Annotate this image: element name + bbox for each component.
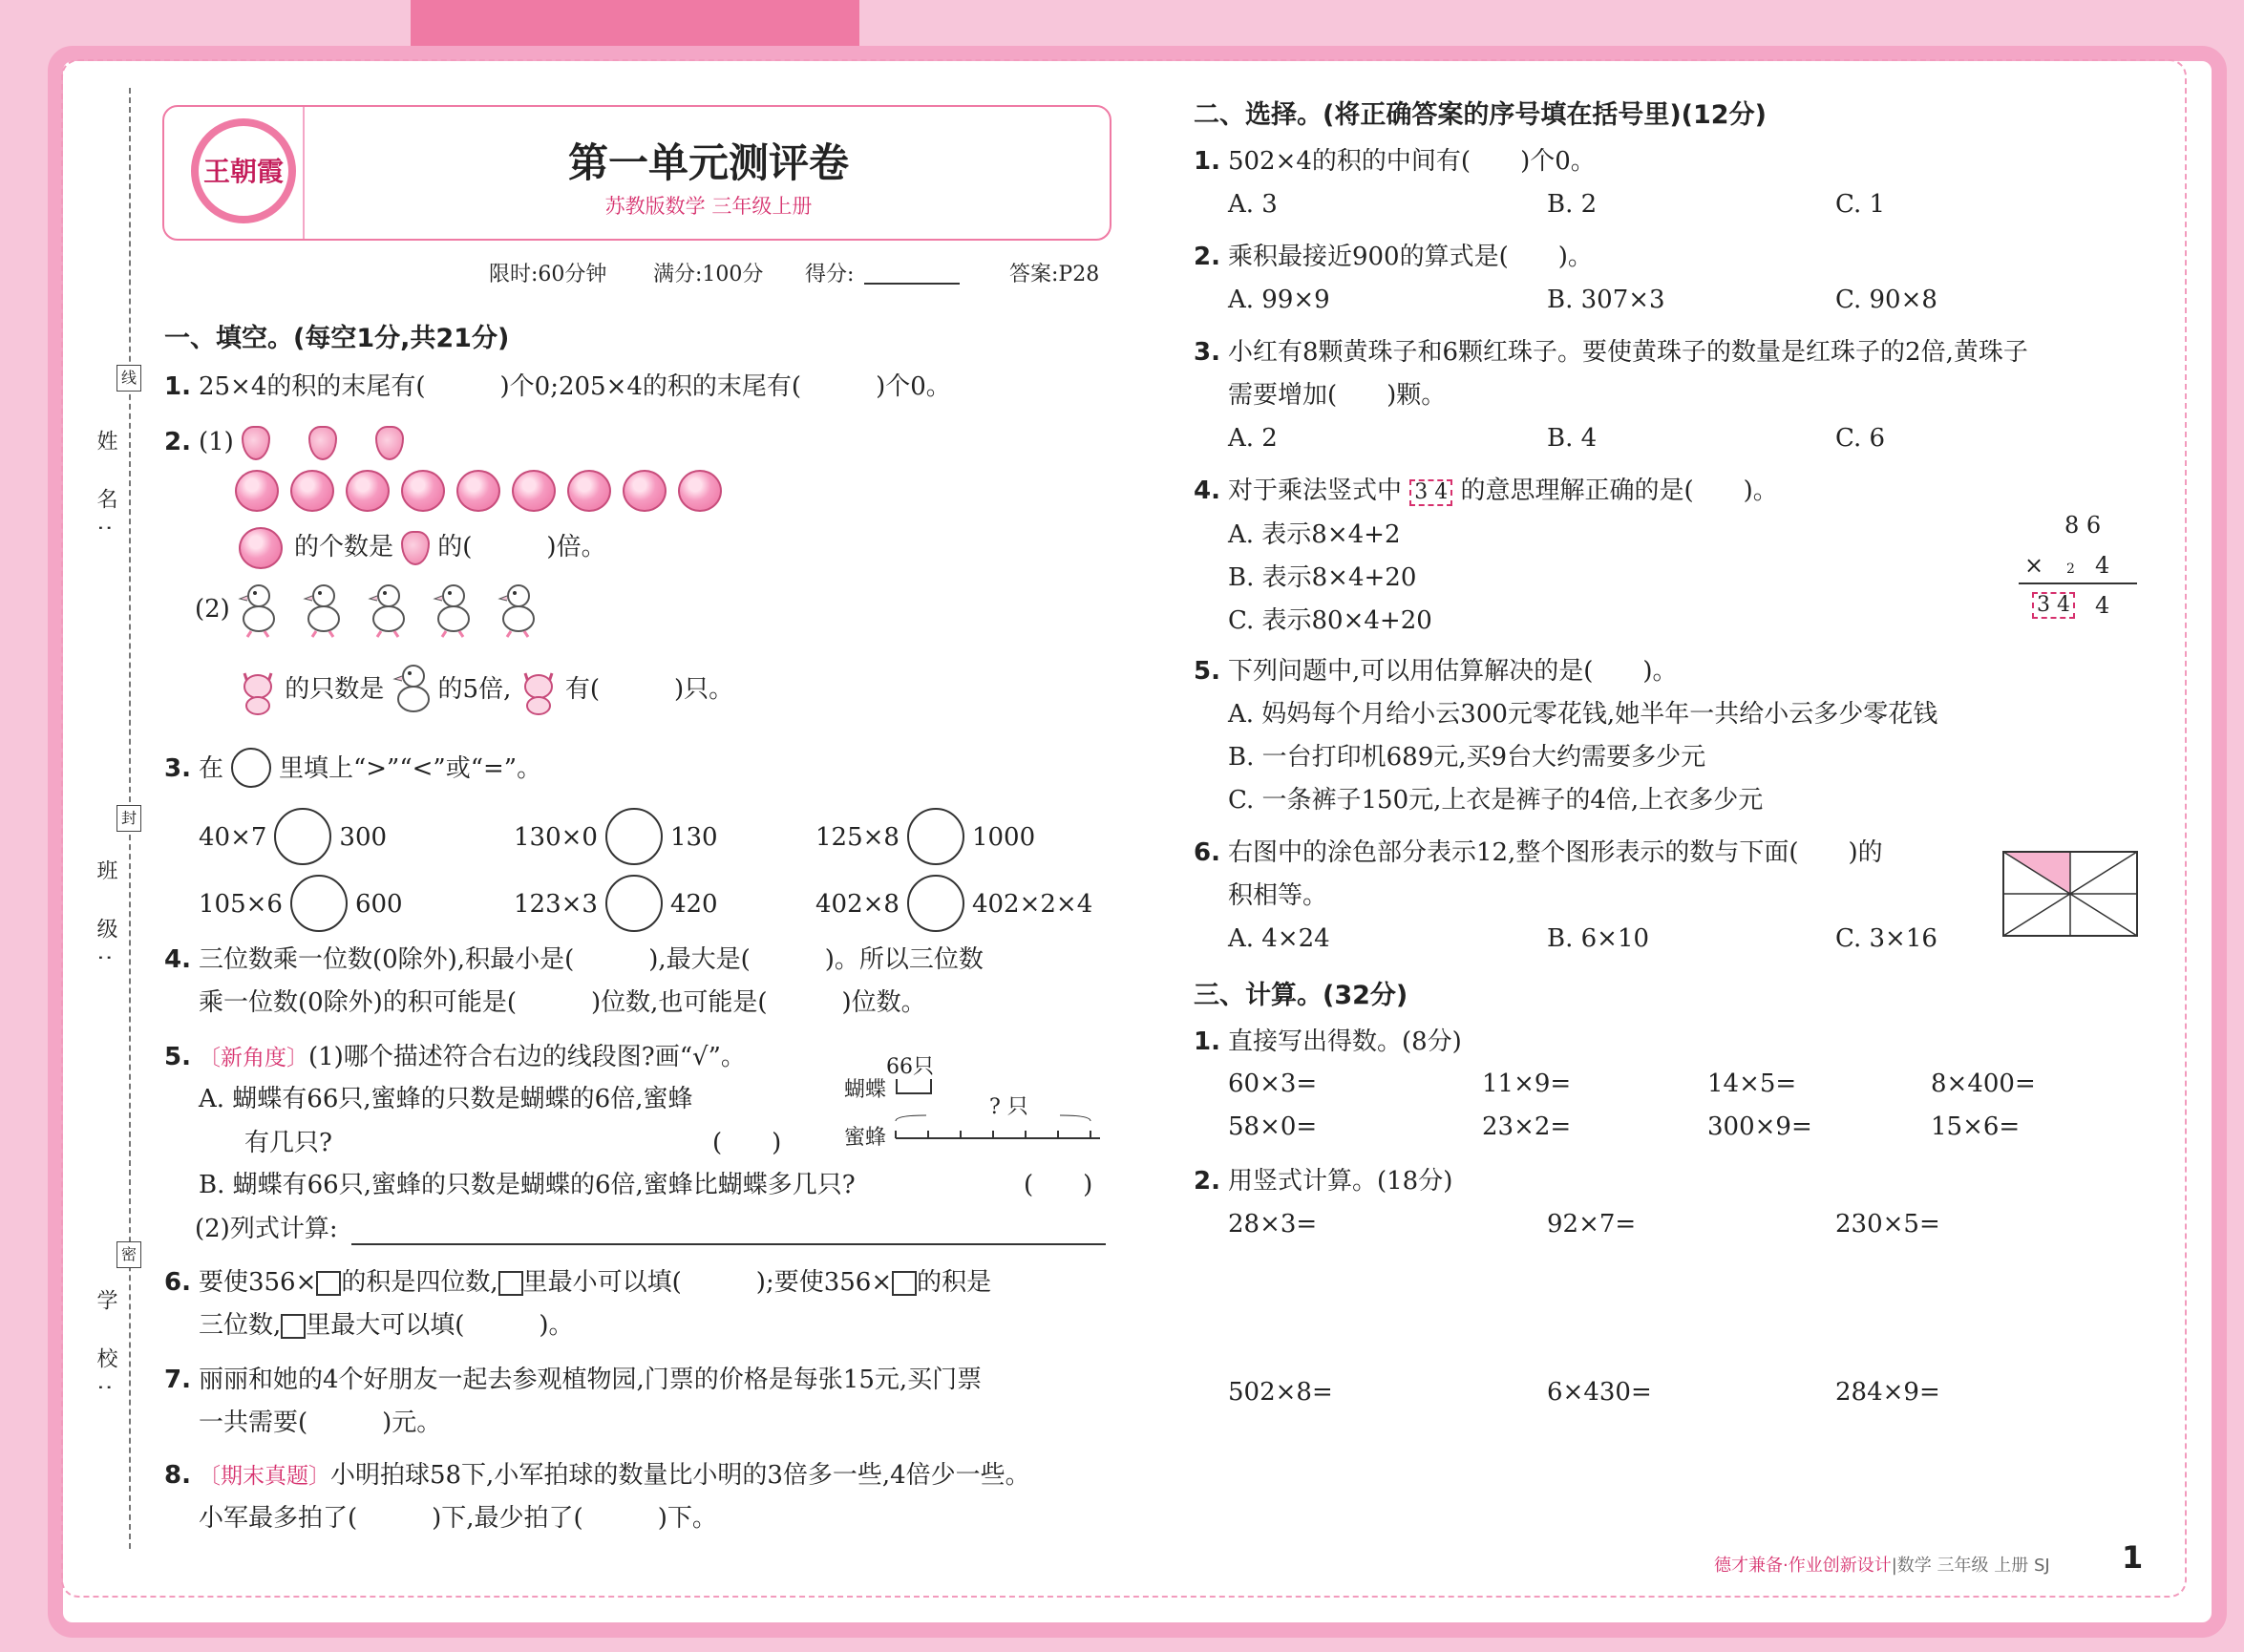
s1-q5-line1: (1)哪个描述符合右边的线段图?画“√”。	[307, 1043, 746, 1071]
header-divider	[303, 107, 305, 239]
section1-title: 一、填空。(每空1分,共21分)	[164, 324, 510, 353]
segment-diagram	[840, 1050, 1108, 1155]
s1-q2-2-ducks	[195, 581, 562, 640]
footer	[1714, 1552, 2050, 1577]
s1-q1: 1. 25×4的积的末尾有( )个0;205×4的积的末尾有( )个0。	[164, 372, 951, 401]
s1-q2-part2: (2)	[195, 595, 230, 624]
square-icon	[892, 1271, 917, 1296]
s1-q5-a-paren[interactable]: ( )	[712, 1129, 782, 1157]
mental-math-item: 23×2=	[1482, 1112, 1572, 1141]
s2-q4-opt-a: A. 表示8×4+2	[1228, 520, 1401, 549]
s1-q5-b: B. 蝴蝶有66只,蜜蜂的只数是蝴蝶的6倍,蜜蜂比蝴蝶多几只?	[199, 1171, 856, 1199]
s2-q6-line2: 积相等。	[1228, 881, 1328, 910]
s2-q4: 4. 对于乘法竖式中 3 4 的意思理解正确的是( )。	[1194, 477, 1778, 505]
s2-q1-text: 502×4的积的中间有( )个0。	[1227, 147, 1596, 176]
apple-icon	[346, 470, 390, 512]
circle-icon	[231, 748, 271, 788]
s1-q2: 2. (1)	[164, 426, 442, 460]
vm-result-box: 3 4	[2032, 592, 2075, 619]
vm-result-tail: 4	[2095, 592, 2110, 619]
s1-q5-a1: A. 蝴蝶有66只,蜜蜂的只数是蝴蝶的6倍,蜜蜂	[199, 1085, 693, 1113]
diagram-top-label: 66只	[886, 1055, 934, 1079]
compare-circle[interactable]	[907, 808, 964, 865]
diagram-bar-bee	[888, 1113, 1108, 1142]
duck-icon	[392, 661, 434, 720]
highlight-box: 3 4	[1409, 479, 1452, 506]
time-limit: 限时:60分钟	[489, 263, 607, 286]
s2-q3-opt-a: A. 2	[1228, 424, 1278, 453]
s2-q5-opt-c: C. 一条裤子150元,上衣是裤子的4倍,上衣多少元	[1228, 786, 1764, 815]
score-field[interactable]	[864, 258, 960, 285]
apple-icon	[239, 527, 283, 569]
mental-math-item: 11×9=	[1482, 1070, 1572, 1098]
s1-q6-text-b: 的积是四位数,	[341, 1268, 498, 1297]
apple-row	[235, 470, 733, 512]
s1-q8-line1: 小明拍球58下,小军拍球的数量比小明的3倍多一些,4倍少一些。	[329, 1461, 1030, 1490]
square-icon	[316, 1271, 341, 1296]
s2-q1-opt-a: A. 3	[1228, 190, 1278, 219]
page-subtitle: 苏教版数学 三年级上册	[604, 195, 813, 218]
s1-q6-text-e: 三位数,	[199, 1311, 282, 1340]
s1-q3-text-b: 里填上“>”“<”或“=”。	[278, 754, 542, 783]
duck-icon	[303, 581, 345, 640]
compare-item	[199, 810, 387, 867]
compare-right: 600	[354, 890, 403, 919]
compare-item	[199, 877, 403, 934]
s1-q2-2-text-a: 的只数是	[285, 675, 385, 704]
s2-q6-opt-c: C. 3×16	[1835, 924, 1937, 953]
compare-right: 130	[669, 823, 718, 852]
full-score: 满分:100分	[653, 263, 764, 286]
s2-q1: 1. 502×4的积的中间有( )个0。	[1194, 147, 1596, 176]
diagram-question: ? 只	[989, 1095, 1028, 1119]
vert-calc-2: 92×7=	[1547, 1210, 1637, 1239]
seal-mark: 封	[116, 805, 141, 832]
square-icon	[281, 1314, 306, 1339]
vm-four: 4	[2095, 552, 2110, 579]
apple-icon	[623, 470, 667, 512]
vm-times: ×	[2024, 552, 2044, 579]
s1-q3-text-a: 在	[198, 754, 223, 783]
s1-q7-line2: 一共需要( )元。	[199, 1408, 442, 1437]
s2-q2-opt-a: A. 99×9	[1228, 286, 1330, 314]
s1-q8: 8. 〔期末真题〕小明拍球58下,小军拍球的数量比小明的3倍多一些,4倍少一些。	[164, 1461, 1030, 1490]
s2-q3-line2: 需要增加( )颗。	[1228, 381, 1447, 410]
s2-q2-opt-c: C. 90×8	[1835, 286, 1937, 314]
s1-q2-1-stem	[239, 527, 606, 569]
apple-icon	[678, 470, 722, 512]
footer-meta: |数学 三年级 上册 SJ	[1891, 1556, 2050, 1576]
duck-icon	[497, 581, 540, 640]
compare-left: 125×8	[815, 823, 900, 852]
duck-icon	[238, 581, 280, 640]
s3-q2: 2. 用竖式计算。(18分)	[1194, 1167, 1453, 1196]
mental-math-item: 300×9=	[1707, 1112, 1812, 1141]
vert-calc-5: 6×430=	[1547, 1378, 1652, 1407]
apple-icon	[401, 470, 445, 512]
apple-icon	[290, 470, 334, 512]
vm-top: 8 6	[2064, 512, 2102, 539]
section3-title: 三、计算。(32分)	[1194, 981, 1408, 1010]
s1-q2-2-text-b: 的5倍,	[437, 675, 512, 704]
s2-q1-opt-b: B. 2	[1547, 190, 1598, 219]
s2-q6-line1: 右图中的涂色部分表示12,整个图形表示的数与下面( )的	[1227, 838, 1883, 867]
s2-q3-opt-c: C. 6	[1835, 424, 1886, 453]
compare-item	[815, 810, 1035, 867]
s1-q4-line2: 乘一位数(0除外)的积可能是( )位数,也可能是( )位数。	[199, 988, 926, 1017]
s1-q5-answer-line[interactable]	[351, 1243, 1106, 1245]
s2-q5-opt-a: A. 妈妈每个月给小云300元零花钱,她半年一共给小云多少零花钱	[1228, 700, 1938, 729]
apple-icon	[235, 470, 279, 512]
mental-math-item: 60×3=	[1228, 1070, 1318, 1098]
cat-icon	[239, 666, 277, 715]
compare-right: 402×2×4	[971, 890, 1093, 919]
s2-q5-text: 下列问题中,可以用估算解决的是( )。	[1227, 657, 1678, 686]
duck-icon	[368, 581, 410, 640]
score-label: 得分:	[805, 263, 855, 286]
vertical-multiplication	[2015, 506, 2139, 625]
vert-calc-1: 28×3=	[1228, 1210, 1318, 1239]
compare-left: 40×7	[199, 823, 267, 852]
s3-q1: 1. 直接写出得数。(8分)	[1194, 1027, 1462, 1056]
s2-q3-opt-b: B. 4	[1547, 424, 1598, 453]
compare-circle[interactable]	[290, 875, 348, 932]
s2-q5-opt-b: B. 一台打印机689元,买9台大约需要多少元	[1228, 743, 1706, 772]
s1-q2-part1: (1)	[198, 428, 234, 456]
strawberry-icon	[375, 426, 404, 460]
s2-q3-line1: 小红有8颗黄珠子和6颗红珠子。要使黄珠子的数量是红珠子的2倍,黄珠子	[1227, 338, 2028, 367]
compare-circle[interactable]	[605, 875, 663, 932]
diagram-label-bee: 蜜蜂	[844, 1126, 887, 1150]
s1-q5-c: (2)列式计算:	[195, 1215, 338, 1243]
cat-icon	[519, 666, 558, 715]
s2-q4-text-b: 的意思理解正确的是( )。	[1460, 477, 1778, 505]
mental-math-item: 8×400=	[1931, 1070, 2036, 1098]
name-label: 姓 名:	[94, 430, 117, 547]
compare-circle[interactable]	[907, 875, 964, 932]
fraction-figure	[2001, 850, 2139, 938]
s2-q4-opt-b: B. 表示8×4+20	[1228, 563, 1417, 592]
s2-q4-text-a: 对于乘法竖式中	[1227, 477, 1402, 505]
s1-q7-line1: 丽丽和她的4个好朋友一起去参观植物园,门票的价格是每张15元,买门票	[198, 1366, 983, 1394]
s1-q4-line1: 三位数乘一位数(0除外),积最小是( ),最大是( )。所以三位数	[198, 945, 984, 974]
s1-q2-1-text-a: 的个数是	[294, 533, 394, 561]
square-icon	[498, 1271, 523, 1296]
s2-q3: 3. 小红有8颗黄珠子和6颗红珠子。要使黄珠子的数量是红珠子的2倍,黄珠子	[1194, 338, 2028, 367]
s1-q5-a2: 有几只?	[244, 1129, 332, 1157]
s2-q2-text: 乘积最接近900的算式是( )。	[1227, 243, 1593, 271]
vm-line	[2019, 582, 2137, 584]
apple-icon	[456, 470, 500, 512]
s1-q6-text-d: 的积是	[917, 1268, 992, 1297]
duck-icon	[433, 581, 475, 640]
s2-q2-opt-b: B. 307×3	[1547, 286, 1665, 314]
mental-math-item: 14×5=	[1707, 1070, 1797, 1098]
strawberry-icon	[308, 426, 337, 460]
s2-q6: 6. 右图中的涂色部分表示12,整个图形表示的数与下面( )的	[1194, 838, 1883, 867]
page-title: 第一单元测评卷	[567, 139, 849, 186]
s2-q5: 5. 下列问题中,可以用估算解决的是( )。	[1194, 657, 1678, 686]
section2-title: 二、选择。(将正确答案的序号填在括号里)(12分)	[1194, 100, 1767, 130]
s2-q6-opt-b: B. 6×10	[1547, 924, 1650, 953]
s2-q6-opt-a: A. 4×24	[1228, 924, 1330, 953]
school-label: 学 校:	[94, 1289, 117, 1407]
class-label: 班 级:	[94, 859, 117, 977]
mental-math-item: 58×0=	[1228, 1112, 1318, 1141]
compare-item	[815, 877, 1092, 934]
diagram-label-butterfly: 蝴蝶	[844, 1078, 887, 1102]
header-box	[162, 105, 1111, 241]
secret-mark: 密	[116, 1241, 141, 1268]
s2-q4-opt-c: C. 表示80×4+20	[1228, 606, 1432, 635]
apple-icon	[567, 470, 611, 512]
s1-q6-text-c: 里最小可以填( );要使356×	[522, 1268, 893, 1297]
vert-calc-4: 502×8=	[1228, 1378, 1333, 1407]
compare-right: 420	[669, 890, 718, 919]
s1-q8-line2: 小军最多拍了( )下,最少拍了( )下。	[199, 1504, 717, 1533]
s3-q2-text: 用竖式计算。(18分)	[1227, 1167, 1453, 1196]
s1-q2-2-text-c: 有( )只。	[564, 675, 734, 704]
vert-calc-6: 284×9=	[1835, 1378, 1940, 1407]
s2-q2: 2. 乘积最接近900的算式是( )。	[1194, 243, 1593, 271]
s1-q6-line2	[199, 1311, 574, 1340]
brand-logo	[191, 118, 296, 223]
s1-q2-2-stem	[239, 661, 733, 720]
s1-q6: 6. 要使356× 的积是四位数, 里最小可以填( );要使356× 的积是	[164, 1268, 992, 1297]
mental-math-item: 15×6=	[1931, 1112, 2021, 1141]
answer-ref: 答案:P28	[1009, 263, 1100, 286]
compare-circle[interactable]	[605, 808, 663, 865]
compare-item	[514, 810, 718, 867]
s2-q1-opt-c: C. 1	[1835, 190, 1886, 219]
s1-q5-b-paren[interactable]: ( )	[1024, 1171, 1093, 1199]
compare-left: 123×3	[514, 890, 598, 919]
s1-q5: 5. 〔新角度〕(1)哪个描述符合右边的线段图?画“√”。	[164, 1043, 746, 1071]
s1-q7: 7. 丽丽和她的4个好朋友一起去参观植物园,门票的价格是每张15元,买门票	[164, 1366, 983, 1394]
page-number: 1	[2122, 1539, 2144, 1576]
compare-left: 402×8	[815, 890, 900, 919]
compare-left: 130×0	[514, 823, 598, 852]
s1-q6-text-a: 要使356×	[198, 1268, 317, 1297]
s1-q1-text: 25×4的积的末尾有( )个0;205×4的积的末尾有( )个0。	[198, 372, 951, 401]
strawberry-icon	[401, 531, 430, 565]
s3-q1-text: 直接写出得数。(8分)	[1227, 1027, 1462, 1056]
compare-right: 1000	[971, 823, 1036, 852]
logo-text: 王朝霞	[202, 156, 284, 187]
line-mark: 线	[116, 365, 141, 392]
vm-carry: 2	[2066, 561, 2075, 577]
final-exam-tag: 〔期末真题〕	[198, 1464, 330, 1489]
footer-brand: 德才兼备·作业创新设计	[1714, 1556, 1892, 1576]
apple-icon	[512, 470, 556, 512]
s1-q4: 4. 三位数乘一位数(0除外),积最小是( ),最大是( )。所以三位数	[164, 945, 984, 974]
s1-q3: 3. 在 里填上“>”“<”或“=”。	[164, 750, 541, 790]
vert-calc-3: 230×5=	[1835, 1210, 1940, 1239]
compare-left: 105×6	[199, 890, 283, 919]
diagram-bar-butterfly	[896, 1079, 932, 1094]
compare-circle[interactable]	[274, 808, 331, 865]
strawberry-icon	[242, 426, 270, 460]
compare-right: 300	[339, 823, 388, 852]
s1-q6-text-f: 里最大可以填( )。	[306, 1311, 574, 1340]
compare-item	[514, 877, 718, 934]
s1-q2-1-text-b: 的( )倍。	[437, 533, 606, 561]
new-angle-tag: 〔新角度〕	[198, 1046, 308, 1070]
